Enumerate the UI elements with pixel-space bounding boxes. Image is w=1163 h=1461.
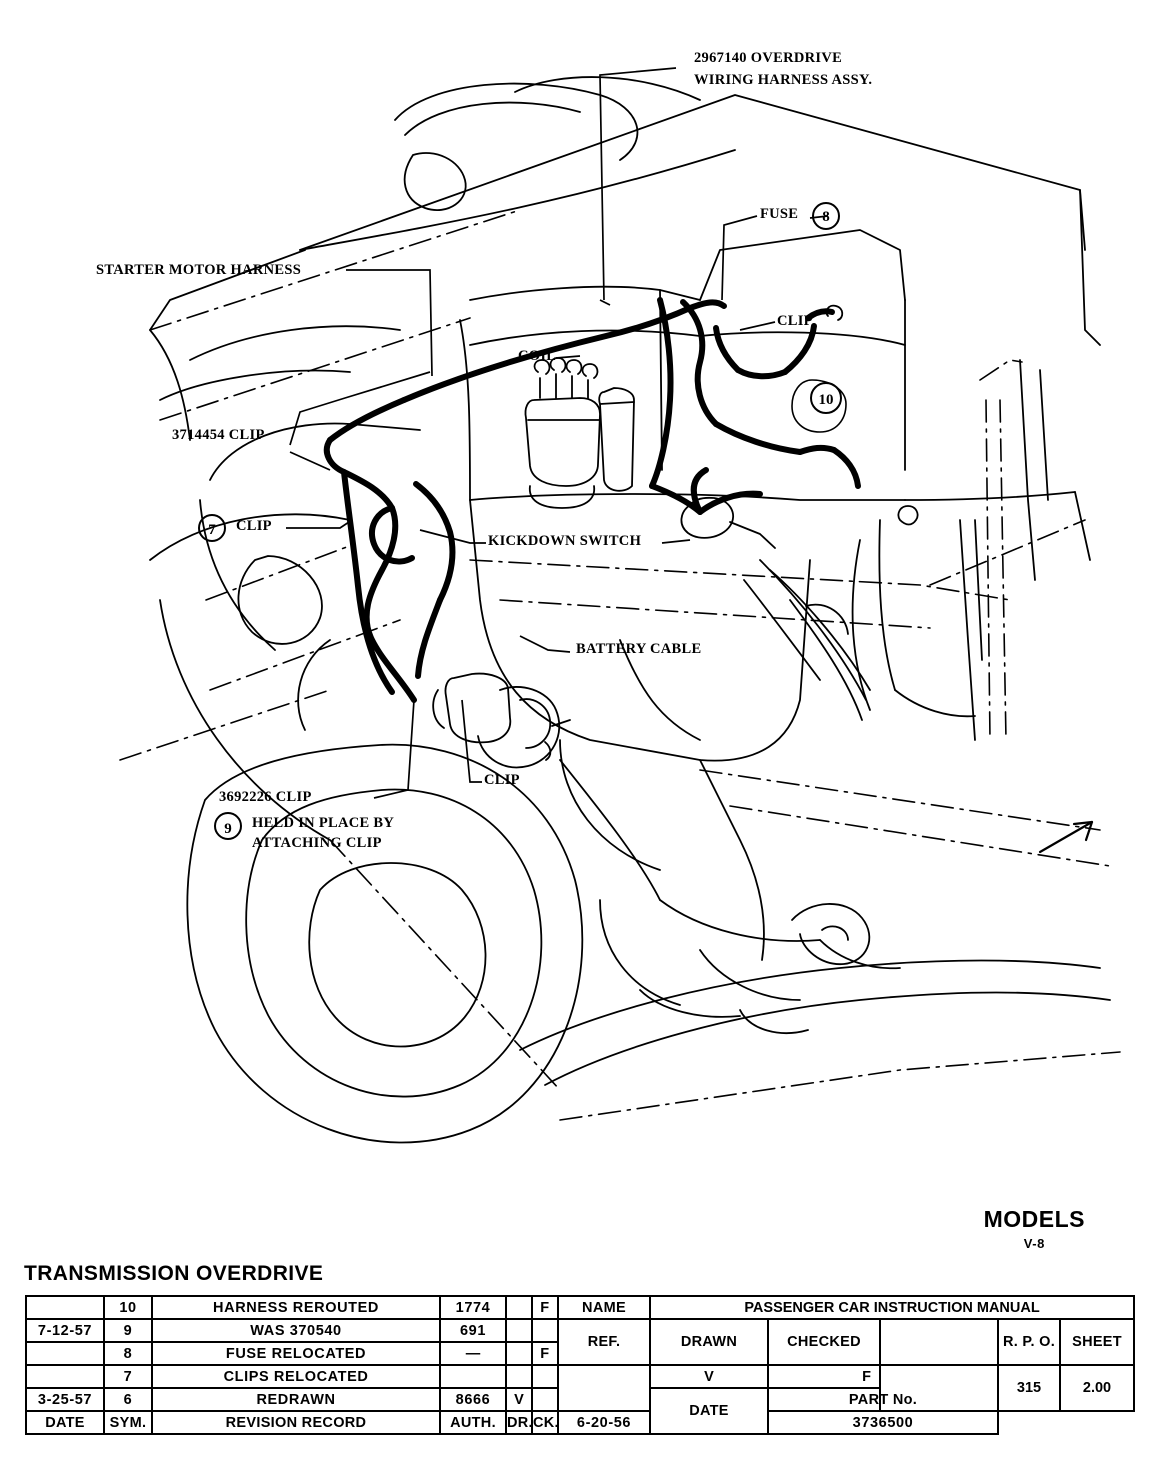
table-row [26,1365,1134,1388]
callout-clip-upper-right: CLIP [777,313,813,329]
leader-lines [286,68,828,798]
header-auth: AUTH. [440,1411,506,1434]
callout-overdrive-harness-line1: 2967140 OVERDRIVE [694,50,843,66]
rev-sym-1: 10 [104,1296,152,1319]
rev-sym-3: 8 [104,1342,152,1365]
rev-ck-1: F [532,1296,558,1319]
rev-date-4 [26,1365,104,1388]
callout-held-in-place-line1: HELD IN PLACE BY [252,815,395,831]
checked-value: F [768,1365,880,1388]
callout-clip-lower-center: CLIP [484,772,520,788]
rev-auth-3: — [440,1342,506,1365]
drawn-value: V [650,1365,768,1388]
svg-text:7: 7 [208,522,216,538]
rpo-label: R. P. O. [998,1319,1060,1365]
rev-auth-4 [440,1365,506,1388]
spacer-cell [880,1319,998,1365]
callout-starter-motor-harness: STARTER MOTOR HARNESS [96,262,302,278]
rev-sym-4: 7 [104,1365,152,1388]
rev-date-2: 7-12-57 [26,1319,104,1342]
table-row [26,1319,1134,1342]
rev-auth-2: 691 [440,1319,506,1342]
callout-coil: COIL [518,348,557,364]
callout-fuse: FUSE [760,206,799,222]
sheet-value: 2.00 [1060,1365,1134,1411]
checked-label: CHECKED [768,1319,880,1365]
table-row [26,1411,1134,1434]
rev-record-1: HARNESS REROUTED [152,1296,440,1319]
balloon-markers [199,203,841,839]
rev-auth-1: 1774 [440,1296,506,1319]
models-value: V-8 [1023,1236,1045,1251]
rev-sym-2: 9 [104,1319,152,1342]
header-record: REVISION RECORD [152,1411,440,1434]
svg-text:9: 9 [224,821,232,837]
header-date: DATE [26,1411,104,1434]
header-sym: SYM. [104,1411,152,1434]
rev-ck-2 [532,1319,558,1342]
rev-sym-5: 6 [104,1388,152,1411]
wiring-harness [327,300,858,700]
rev-record-3: FUSE RELOCATED [152,1342,440,1365]
rev-record-5: REDRAWN [152,1388,440,1411]
rpo-value: 315 [998,1365,1060,1411]
header-ck: CK. [532,1411,558,1434]
callout-overdrive-harness-line2: WIRING HARNESS ASSY. [694,72,873,88]
callout-kickdown-switch: KICKDOWN SWITCH [488,533,642,549]
rev-dr-1 [506,1296,532,1319]
rev-date-5: 3-25-57 [26,1388,104,1411]
date-label: DATE [650,1388,768,1434]
callout-battery-cable: BATTERY CABLE [576,641,702,657]
svg-text:8: 8 [822,209,830,225]
ref-value [558,1365,650,1411]
callout-clip-left: CLIP [236,518,272,534]
header-dr: DR. [506,1411,532,1434]
rev-date-3 [26,1342,104,1365]
callout-held-in-place-line2: ATTACHING CLIP [252,835,382,851]
models-heading: MODELS [983,1206,1085,1232]
callout-clip-3714454: 3714454 CLIP [172,427,265,443]
rev-ck-5 [532,1388,558,1411]
ref-label: REF. [558,1319,650,1365]
rev-dr-3 [506,1342,532,1365]
part-label: PART No. [768,1388,998,1411]
drawn-label: DRAWN [650,1319,768,1365]
models-block [984,1206,1085,1251]
rev-record-4: CLIPS RELOCATED [152,1365,440,1388]
rev-date-1 [26,1296,104,1319]
date-value: 6-20-56 [558,1411,650,1434]
svg-text:10: 10 [818,392,834,408]
part-value: 3736500 [768,1411,998,1434]
rev-dr-4 [506,1365,532,1388]
sheet-label: SHEET [1060,1319,1134,1365]
table-row [26,1296,1134,1319]
rev-ck-3: F [532,1342,558,1365]
rev-record-2: WAS 370540 [152,1319,440,1342]
page-title: TRANSMISSION OVERDRIVE [24,1262,324,1285]
rev-dr-2 [506,1319,532,1342]
balloon-numbers [208,209,833,837]
rev-auth-5: 8666 [440,1388,506,1411]
rev-dr-5: V [506,1388,532,1411]
name-value: PASSENGER CAR INSTRUCTION MANUAL [650,1296,1134,1319]
name-label: NAME [558,1296,650,1319]
revision-record-table [25,1295,1135,1435]
callout-clip-3692226: 3692226 CLIP [219,789,312,805]
rev-ck-4 [532,1365,558,1388]
